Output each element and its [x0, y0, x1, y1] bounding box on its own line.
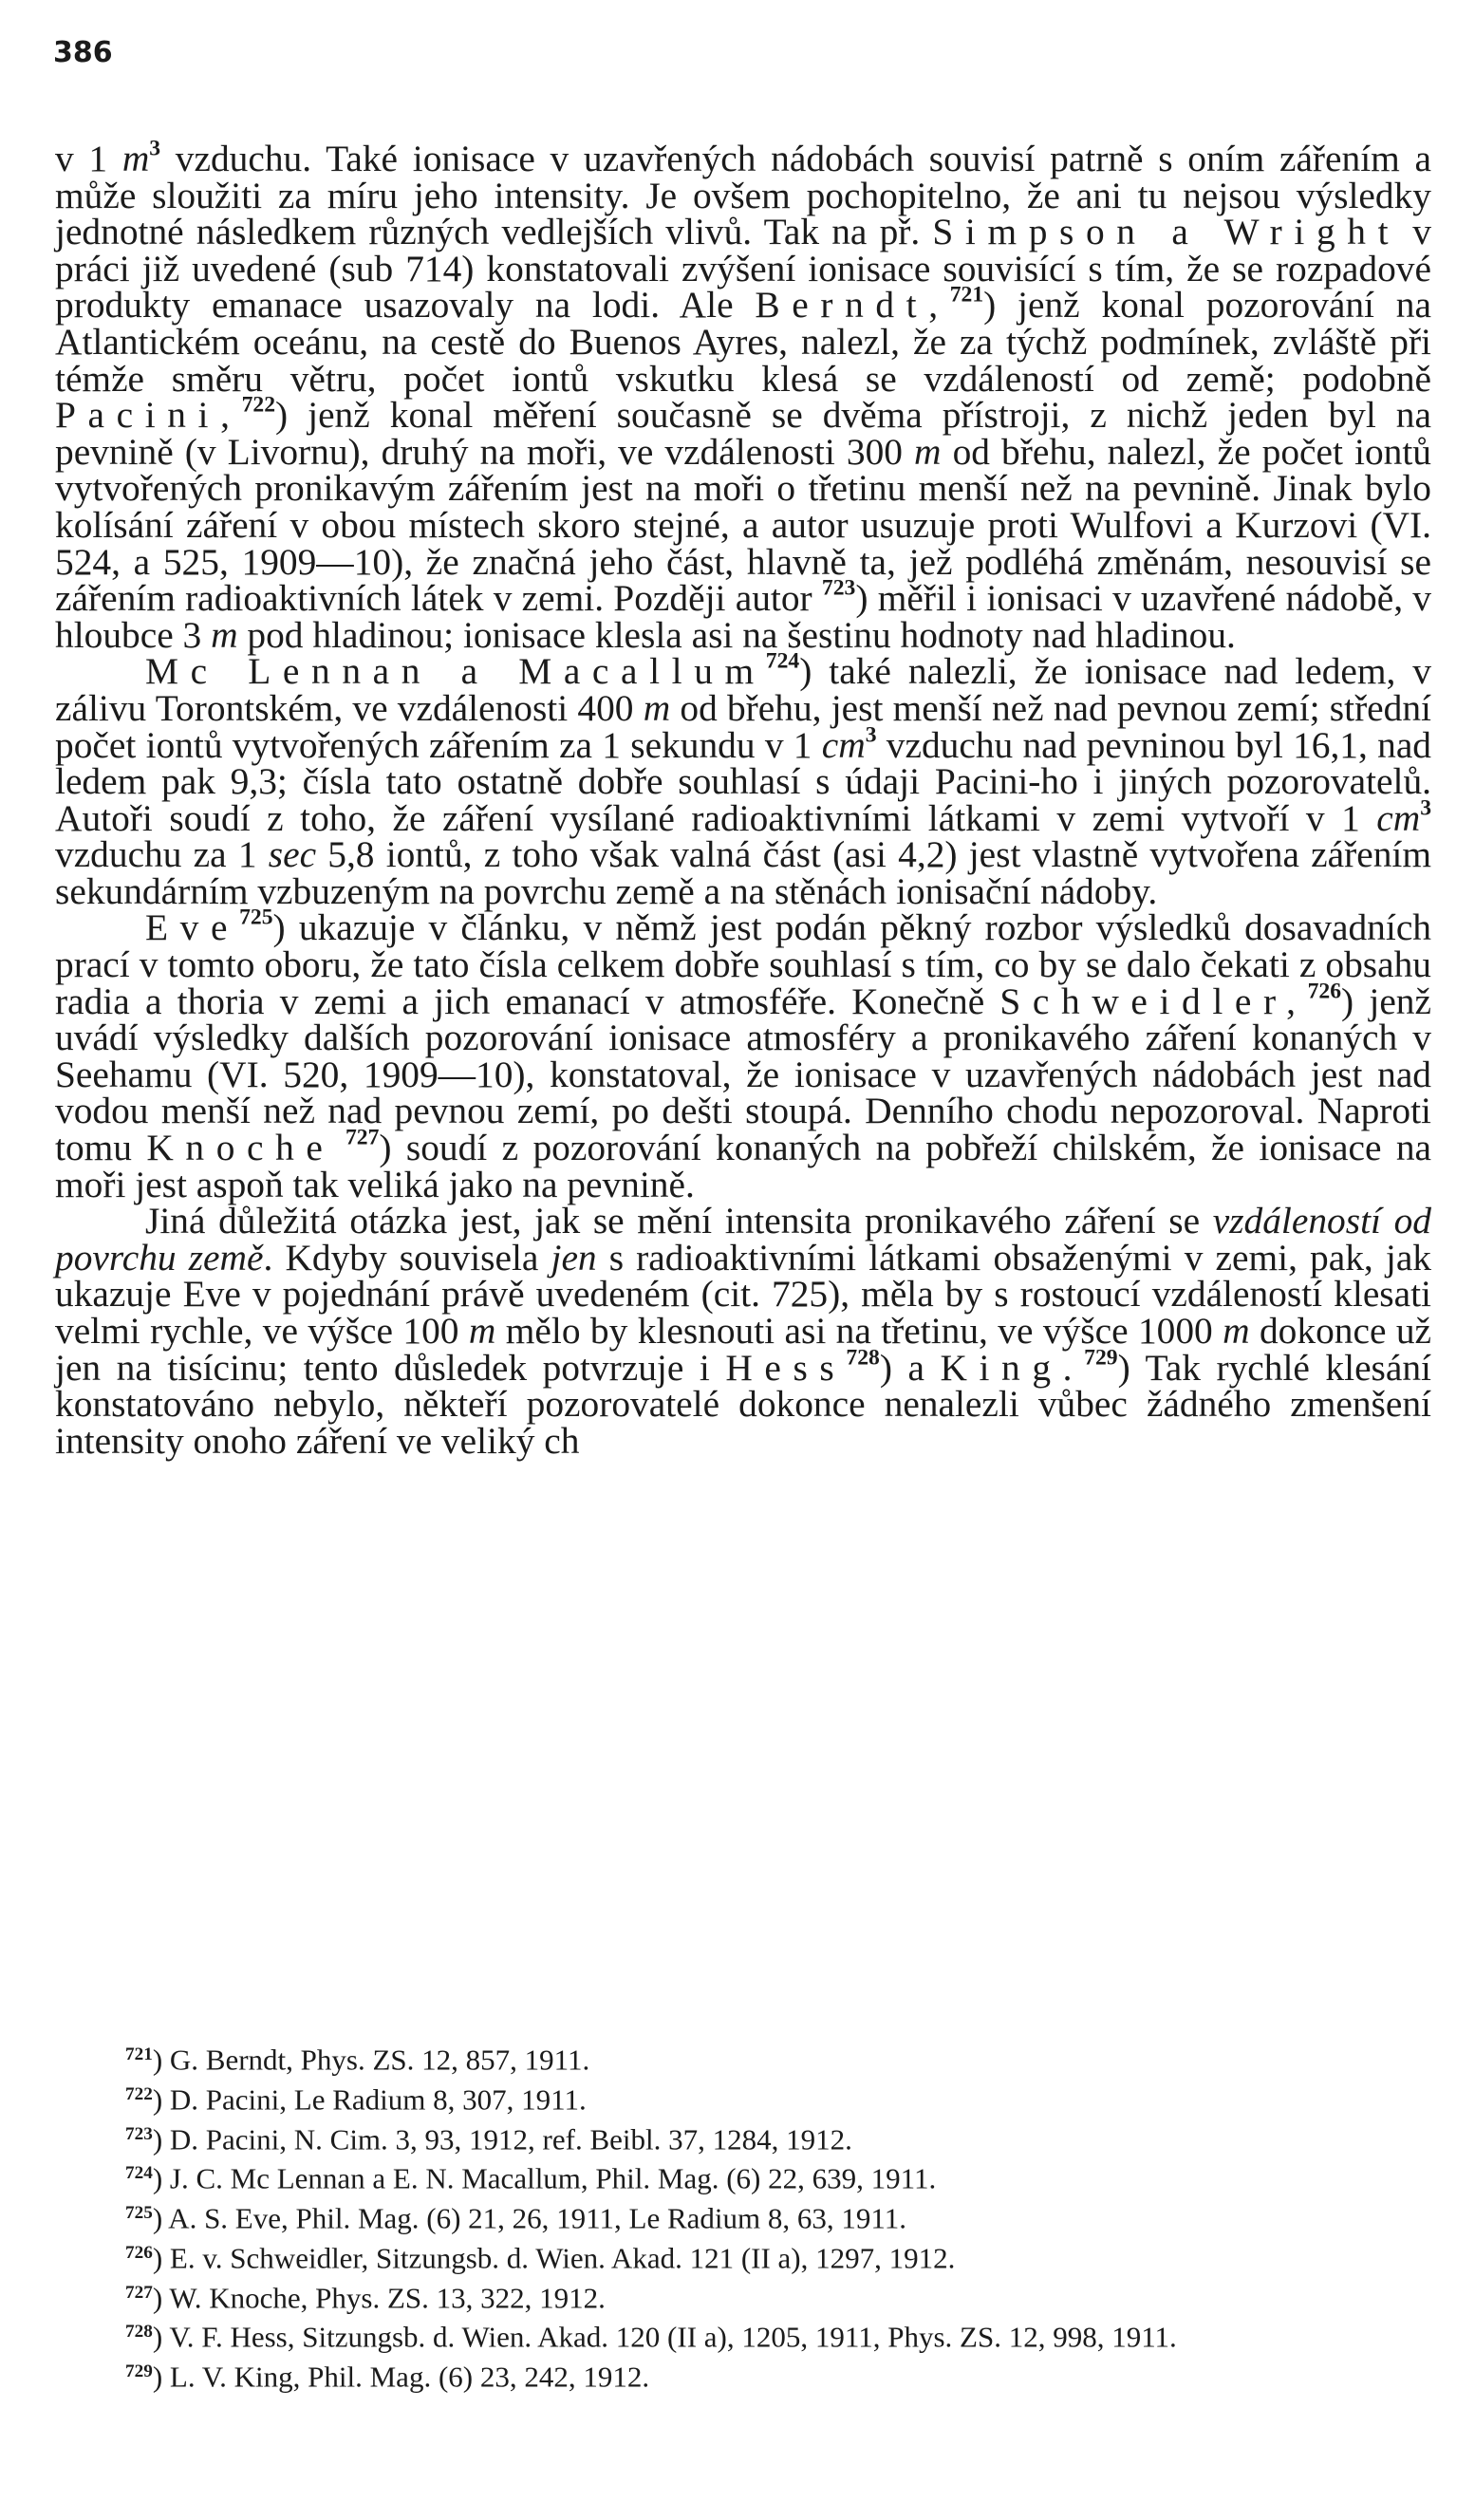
footnote-reference: 3 [149, 136, 161, 161]
footnote-number: 725 [125, 2203, 153, 2224]
text-run: Jiná důležitá otázka jest, jak se mění intensita pronikavého záření se [145, 1200, 1213, 1242]
page-number: 386 [53, 36, 113, 69]
footnote [55, 2196, 1431, 2236]
text-run: ) ukazuje v článku, v němž jest podán pěkný rozbor výsledků dosavadních prací v tomto oboru, že tato čísla celkem dobře souhlasí s tím, co by se dalo čekati z obsahu radia a thoria v zemi a jich emanací v atmosféře. Konečně [55, 906, 1431, 1022]
author-name: Simpson a Wright [932, 211, 1401, 253]
italic-text: m [121, 138, 150, 179]
text-run: dokonce už jen na tisícinu; tento důsledek potvrzuje i [55, 1310, 1432, 1389]
footnote [55, 2038, 1431, 2078]
text-run: s radioaktivními látkami obsaženými v zemi, pak, jak ukazuje Eve v pojednání právě uvedeném (cit. 725), měla by s rostoucí vzdáleností klesati velmi rychle, ve výšce 100 [55, 1236, 1431, 1352]
italic-text: m [914, 430, 942, 473]
footnote [55, 2236, 1431, 2276]
footnote-number: 726 [125, 2242, 153, 2263]
text-run: ) Tak rychlé klesání konstatováno nebylo, někteří pozorovatelé dokonce nenalezli vůbec žádného zmenšení intensity onoho záření ve veliký ch [55, 1346, 1432, 1462]
text-run: mělo by klesnouti asi na třetinu, ve výšce 1000 [495, 1310, 1223, 1352]
footnote-text: ) A. S. Eve, Phil. Mag. (6) 21, 26, 1911, Le Radium 8, 63, 1911. [152, 2201, 906, 2235]
footnote-text: ) E. v. Schweidler, Sitzungsb. d. Wien. Akad. 121 (II a), 1297, 1912. [152, 2241, 956, 2275]
footnote-number: 728 [125, 2322, 153, 2343]
footnote-reference: 726 [1307, 979, 1342, 1004]
italic-text: m [211, 613, 238, 656]
text-run: vzduchu. Také ionisace v uzavřených nádobách souvisí patrně s oním zářením a může sloužiti za míru jeho intensity. Je ovšem pochopitelno, že ani tu nejsou výsledky jednotné následkem různých vedlejších vlivů. Tak na př. [55, 138, 1431, 253]
footnote-reference: 724 [765, 648, 800, 674]
paragraph [55, 1200, 1432, 1462]
footnote-reference: 721 [949, 282, 984, 308]
footnote-number: 722 [125, 2083, 153, 2104]
footnotes [55, 2038, 1431, 2395]
footnote [55, 2355, 1431, 2395]
italic-text: jen [551, 1236, 597, 1279]
footnote-reference: 729 [1084, 1345, 1118, 1371]
footnote-text: ) D. Pacini, Le Radium 8, 307, 1911. [152, 2082, 587, 2117]
footnote-reference: 3 [865, 721, 877, 747]
paragraph [55, 648, 1432, 912]
text-run: v 1 [55, 138, 122, 179]
author-name: Mc Lennan a Macallum [145, 650, 766, 693]
text-run: vzduchu za 1 [55, 833, 269, 876]
footnote-number: 724 [125, 2163, 153, 2184]
italic-text: vzdáleností od povrchu země [55, 1200, 1432, 1279]
footnote [55, 2118, 1431, 2157]
footnote [55, 2156, 1431, 2196]
footnote-number: 727 [125, 2282, 153, 2303]
italic-text: m [1223, 1310, 1250, 1352]
text-run: ) měřil i ionisaci v uzavřené nádobě, v hloubce 3 [55, 577, 1432, 656]
footnote [55, 2276, 1431, 2316]
footnote-number: 723 [125, 2123, 153, 2144]
footnote-reference: 728 [846, 1345, 880, 1371]
footnote-text: ) V. F. Hess, Sitzungsb. d. Wien. Akad. 120 (II a), 1205, 1911, Phys. ZS. 12, 998, 1911. [152, 2320, 1177, 2354]
author-name: Berndt, [755, 284, 950, 327]
footnote-text: ) D. Pacini, N. Cim. 3, 93, 1912, ref. Beibl. 37, 1284, 1912. [152, 2122, 852, 2156]
text-run: . Kdyby souvisela [263, 1236, 551, 1279]
author-name: Hess [725, 1346, 847, 1389]
italic-text: cm [821, 723, 866, 766]
text-run: pod hladinou; ionisace klesla asi na šestinu hodnoty nad hladinou. [237, 613, 1236, 656]
text-run: od břehu, nalezl, že počet iontů vytvořených pronikavým zářením jest na moři o třetinu menší než na pevnině. Jinak bylo kolísání záření v obou místech skoro stejné, a autor usuzuje proti Wulfovi a Kurzovi (VI. 524, a 525, 1909—10), že značná jeho část, hlavně ta, jež podléhá změnám, nesouvisí se zářením radioaktivních látek v zemi. Později autor [55, 430, 1432, 620]
footnote-text: ) G. Berndt, Phys. ZS. 12, 857, 1911. [152, 2043, 590, 2077]
text-run: ) jenž uvádí výsledky dalších pozorování ionisace atmosféry a pronikavého záření konaných v Seehamu (VI. 520, 1909—10), konstatoval, že ionisace v uzavřených nádobách jest nad vodou menší než nad pevnou zemí, po dešti stoupá. Denního chodu nepozoroval. Naproti tomu [55, 980, 1431, 1169]
text-run: vzduchu nad pevninou byl 16,1, nad ledem pak 9,3; čísla tato ostatně dobře souhlasí s údaji Pacini-ho i jiných pozorovatelů. Autoři soudí z toho, že záření vysílané radioaktivními látkami v zemi vytvoří v 1 [55, 723, 1431, 839]
author-name: Schweidler, [999, 980, 1308, 1022]
footnote-text: ) J. C. Mc Lennan a E. N. Macallum, Phil. Mag. (6) 22, 639, 1911. [152, 2161, 937, 2195]
text-run: v práci již uvedené (sub 714) konstatovali zvýšení ionisace souvisící s tím, že se rozpadové produkty emanace usazovaly na lodi. Ale [55, 211, 1431, 327]
footnote-reference: 725 [239, 905, 273, 930]
footnote-reference: 722 [241, 392, 275, 418]
paragraph [55, 905, 1431, 1205]
text-run: ) jenž konal měření současně se dvěma přístroji, z nichž jeden byl na pevnině (v Livornu), druhý na moři, ve vzdálenosti 300 [55, 394, 1431, 473]
paragraph [55, 136, 1432, 656]
author-name: Eve [145, 906, 240, 949]
author-name: King. [940, 1346, 1085, 1389]
text-run: ) jenž konal pozorování na Atlantickém oceánu, na cestě do Buenos Ayres, nalezl, že za týchž podmínek, zvláště při témže směru větru, počet iontů vskutku klesá se vzdáleností od země; podobně [55, 284, 1431, 400]
text-run: ) soudí z pozorování konaných na pobřeží chilském, že ionisace na moři jest aspoň tak veliká jako na pevnině. [55, 1127, 1431, 1205]
text-run: ) také nalezli, že ionisace nad ledem, v zálivu Torontském, ve vzdálenosti 400 [55, 650, 1432, 729]
italic-text: m [643, 686, 671, 729]
footnote-number: 721 [125, 2044, 153, 2064]
italic-text: cm [1376, 796, 1421, 839]
text-run: 5,8 iontů, z toho však valná část (asi 4,2) jest vlastně vytvořena zářením sekundárním vzbuzeným na povrchu země a na stěnách ionisační nádoby. [55, 833, 1431, 912]
italic-text: m [468, 1310, 496, 1352]
footnote-reference: 723 [821, 575, 856, 601]
author-name: Pacini, [55, 394, 242, 437]
footnote-text: ) L. V. King, Phil. Mag. (6) 23, 242, 1912. [152, 2360, 650, 2394]
footnote-number: 729 [125, 2361, 153, 2382]
footnote [55, 2078, 1431, 2118]
footnote-reference: 3 [1420, 795, 1431, 821]
italic-text: sec [268, 833, 317, 876]
text-run: od břehu, jest menší než nad pevnou zemí; střední počet iontů vytvořených zářením za 1 sekundu v 1 [55, 686, 1432, 766]
text-run: ) a [879, 1346, 941, 1389]
footnote-reference: 727 [334, 1125, 380, 1150]
body-text [55, 136, 1432, 1462]
footnote [55, 2315, 1431, 2355]
footnote-text: ) W. Knoche, Phys. ZS. 13, 322, 1912. [152, 2281, 606, 2315]
author-name: Knoche [146, 1127, 335, 1169]
